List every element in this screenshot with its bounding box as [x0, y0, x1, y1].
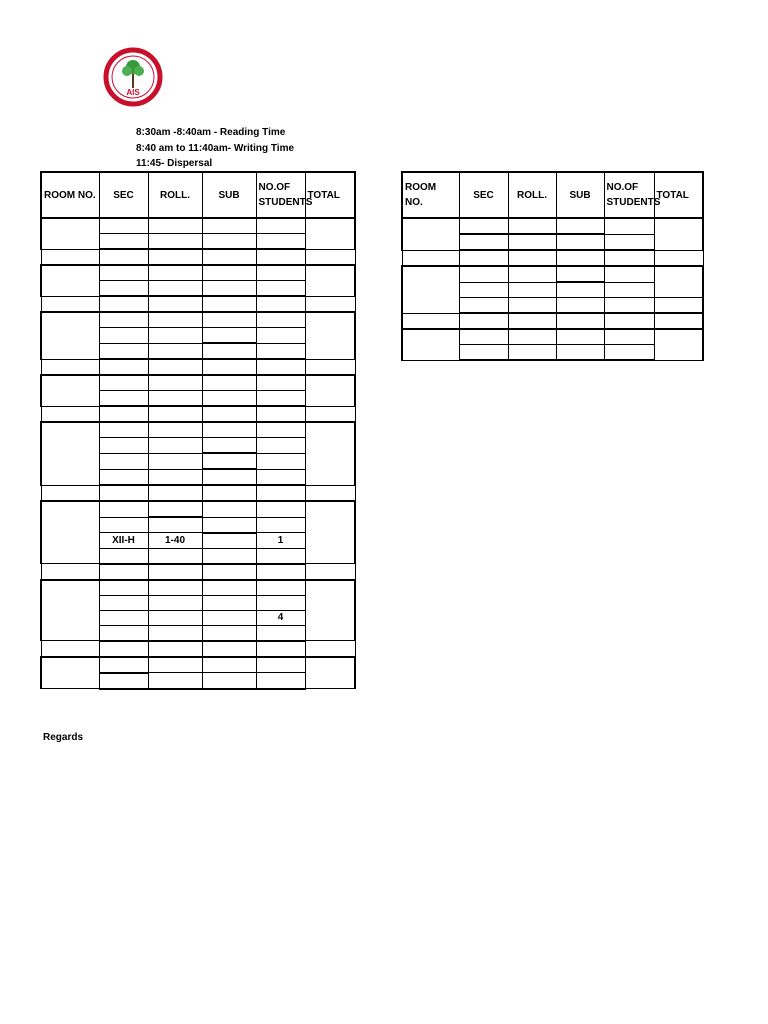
total-cell: [305, 501, 355, 564]
room-allocation-table-right: [401, 171, 704, 361]
room-cell: [41, 265, 99, 296]
header-total: TOTAL: [305, 172, 355, 218]
room-cell: [41, 375, 99, 406]
table-row: [41, 641, 355, 657]
room-cell: [402, 218, 459, 250]
header-room-no: ROOM NO.: [41, 172, 99, 218]
table-row: [402, 250, 703, 266]
sub-cell: [202, 533, 256, 549]
header-sec: SEC: [99, 172, 148, 218]
total-cell: [654, 266, 703, 298]
table-row: [41, 406, 355, 422]
room-cell: [402, 329, 459, 360]
table-row: [41, 501, 355, 517]
table-row: [41, 657, 355, 673]
sec-cell: XII-H: [99, 533, 148, 549]
roll-cell: 1-40: [148, 533, 202, 549]
header-sub: SUB: [202, 172, 256, 218]
header-roll: ROLL.: [508, 172, 556, 218]
table-row: [41, 422, 355, 438]
students-cell: 4: [256, 610, 305, 625]
total-cell: [305, 375, 355, 406]
table-header-row: [402, 172, 703, 218]
room-cell: [41, 422, 99, 485]
header-room-no: ROOM NO.: [402, 172, 459, 218]
total-cell: [654, 218, 703, 250]
total-cell: [305, 312, 355, 359]
table-row: [41, 249, 355, 265]
logo-initials: AIS: [126, 88, 140, 97]
room-cell: [41, 501, 99, 564]
header-roll: ROLL.: [148, 172, 202, 218]
header-sec: SEC: [459, 172, 508, 218]
table-row: [402, 266, 703, 282]
header-no-of-students: NO.OF STUDENTS: [256, 172, 305, 218]
room-cell: [41, 580, 99, 641]
table-row: [41, 375, 355, 391]
table-row: [41, 265, 355, 281]
table-header-row: [41, 172, 355, 218]
header-total: TOTAL: [654, 172, 703, 218]
total-cell: [305, 218, 355, 249]
schedule-dispersal: 11:45- Dispersal: [136, 158, 213, 169]
header-no-of-students: NO.OF STUDENTS: [604, 172, 654, 218]
total-cell: [305, 422, 355, 485]
table-row: [41, 359, 355, 375]
exam-schedule: [136, 125, 294, 172]
table-row: [41, 296, 355, 312]
total-cell: [305, 265, 355, 296]
table-row: [402, 218, 703, 234]
schedule-reading-time: 8:30am -8:40am - Reading Time: [136, 127, 286, 138]
total-cell: [305, 580, 355, 641]
total-cell: [654, 329, 703, 360]
room-cell: [402, 266, 459, 313]
table-row: [41, 485, 355, 501]
students-cell: 1: [256, 533, 305, 549]
table-row: [402, 313, 703, 329]
table-row: [41, 312, 355, 328]
school-logo: [104, 48, 162, 106]
room-cell: [41, 312, 99, 359]
table-row: [41, 564, 355, 580]
regards-text: Regards: [43, 732, 84, 743]
room-allocation-table-left: [40, 171, 356, 690]
room-cell: [41, 657, 99, 689]
table-row: [402, 329, 703, 345]
table-row: [41, 580, 355, 596]
table-row: [41, 218, 355, 234]
room-cell: [41, 218, 99, 249]
total-cell: [305, 657, 355, 689]
schedule-writing-time: 8:40 am to 11:40am- Writing Time: [136, 142, 295, 154]
header-sub: SUB: [556, 172, 604, 218]
